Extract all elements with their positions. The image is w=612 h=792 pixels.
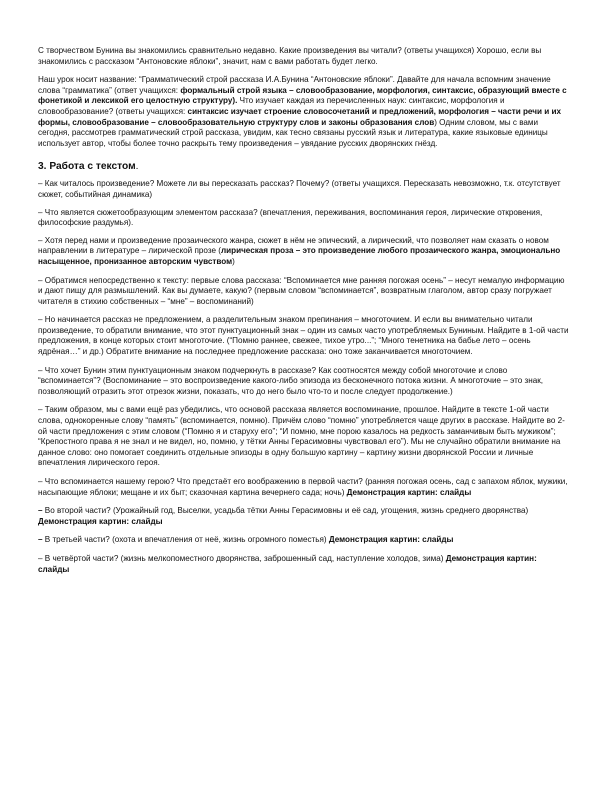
paragraph-intro: С творчеством Бунина вы знакомились сравнительно недавно. Какие произведения вы читали? (ответы учащихся) Хорошо, если вы знакомились с рассказом “Антоновские яблоки”, значит, нам с вами работать будет легко. [38,46,542,66]
section-heading: 3. Работа с текстом. [38,161,139,173]
slides-note: Демонстрация картин: слайды [38,553,537,574]
paragraph-memory: – Таким образом, мы с вами ещё раз убедились, что основой рассказа является воспоминание, прошлое. Найдите в тексте 1-ой части слова, однокоренные слову “память” (вспоминается, помню). Причём слово “помню” употребляется чаще других в рассказе. Найдите во 2-ой части предложения с этим словом (“Помню я и старуху его”; “И помню, мне порою казалось на редкость заманчивым быть мужиком”; “Крепостного права я не знал и не видел, но, помню, у тётки Анны Герасимовны чувствовал его”). Мы не случайно обратили внимание на данное слово: оно помогает соединить отдельные эпизоды в одну большую картину – картину жизни дворянской России и личные впечатления лирического героя. [38,405,565,468]
slides-note: Демонстрация картин: слайды [328,535,454,545]
slides-note: Демонстрация картин: слайды [38,516,163,526]
paragraph-ellipsis-meaning: – Что хочет Бунин этим пунктуационным знаком подчеркнуть в рассказе? Как соотносятся между собой многоточие и слово “вспоминается”? (Воспоминание – это воспроизведение какого-либо эпизода из бесконечного потока жизни. А многоточие – это знак, позволяющий отразить этот отрезок жизни, показать, что до него было что-то и после следует продолжение.) [38,365,544,396]
paragraph-part-three: – В третьей части? (охота и впечатления от неё, жизнь огромного поместья) Демонстрация картин: слайды [38,535,454,545]
slides-note: Демонстрация картин: слайды [346,487,472,497]
paragraph-lesson-title: Наш урок носит название: “Грамматический строй рассказа И.А.Бунина “Антоновские яблоки”. Давайте для начала вспомним значение слова “грамматика” (ответ учащихся: формальный строй языка – словообразование, морфология, синтаксис, образующий вместе с фонетикой и лексикой его целостную структуру). Что изучает каждая из перечисленных наук: синтаксис, морфология и словообразование? (ответы учащихся: синтаксис изучает строение словосочетаний и предложений, морфология – части речи и их формы, словообразование – словообразовательную структуру слов и законы образования слов) Одним словом, мы с вами сегодня, рассмотрев грамматический строй рассказа, увидим, как тесно связаны русский язык и литература, какие языковые единицы использует автор, чтобы более точно раскрыть тему произведения – увядание русских дворянских гнёзд. [38,75,567,148]
paragraph-part-four: – В четвёртой части? (жизнь мелкопоместного дворянства, заброшенный сад, наступление холодов, зима) Демонстрация картин: слайды [38,553,537,574]
paragraph-part-two: – Во второй части? (Урожайный год, Выселки, усадьба тётки Анны Герасимовны и её сад, угощения, жизнь среднего дворянства) Демонстрация картин: слайды [38,506,529,526]
paragraph-part-one: – Что вспоминается нашему герою? Что предстаёт его воображению в первой части? (ранняя погожая осень, сад с запахом яблок, мужики, насыпающие яблоки; мещане и их быт; сказочная картина вечернего сада; ночь) Демонстрация картин: слайды [38,477,568,497]
grammar-definition: формальный строй языка – словообразование, морфология, синтаксис, образующий вместе с фонетикой и лексикой его целостную структуру). [38,85,567,106]
paragraph-lyrical-prose: – Хотя перед нами и произведение прозаического жанра, сюжет в нём не эпический, а лирический, что позволяет нам сказать о новом направлении в литературе – лирической прозе (лирическая проза – это произведение любого прозаического жанра, эмоционально насыщенное, пронизанное авторским чувством) [38,235,561,266]
paragraph-question-reading: – Как читалось произведение? Можете ли вы пересказать рассказ? Почему? (ответы учащихся. Пересказать невозможно, т.к. отсутствует сюжет, событийная динамика) [38,179,561,199]
paragraph-ellipsis: – Но начинается рассказ не предложением, а разделительным знаком препинания – многоточием. И если вы внимательно читали произведение, то обратили внимание, что этот пунктуационный знак – один из самых часто употребляемых Буниным. Найдите в 1-ой части предложения, в конце которых стоит многоточие. (“Помню раннее, свежее, тихое утро...”; “Много тенетника на бабье лето – осень ядрёная…” и др.) Обратите внимание на последнее предложение рассказа: оно тоже заканчивается многоточием. [38,315,569,357]
sciences-definition: синтаксис изучает строение словосочетаний и предложений, морфология – части речи и их формы, словообразование – словообразовательную структуру слов и законы образования слов [38,106,561,127]
paragraph-question-plot: – Что является сюжетообразующим элементом рассказа? (впечатления, переживания, воспоминания героя, лирические откровения, философские раздумья). [38,207,543,228]
lyrical-prose-definition: лирическая проза – это произведение любого прозаического жанра, эмоционально насыщенное, пронизанное авторским чувством [38,246,561,266]
document-page [38,46,570,583]
paragraph-first-words: – Обратимся непосредственно к тексту: первые слова рассказа: “Вспоминается мне ранняя погожая осень” – несут немалую информацию и дают пищу для размышлений. Как вы думаете, какую? (первым словом “вспоминается”, возвратным глаголом, автор сразу погружает читателя в стихию собственных – “мне” – воспоминаний) [38,275,565,306]
